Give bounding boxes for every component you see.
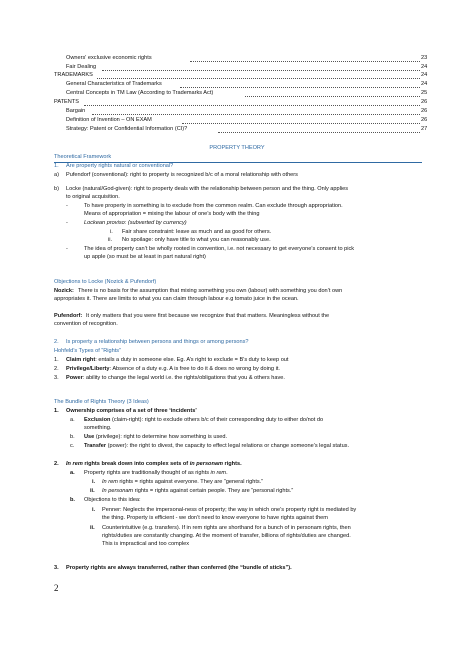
bundle-idea: In rem rights break down into complex sets of in personam rights. — [66, 461, 242, 467]
section-heading-framework: Theoretical Framework — [54, 154, 112, 160]
question-number: 2. — [54, 339, 59, 345]
toc-leader — [92, 114, 420, 115]
list-number: 1. — [54, 408, 59, 414]
toc-leader — [102, 70, 420, 71]
objection-text: Counterintuitive (e.g. transfers). If in rem rights are shorthand for a bunch of in personam rights, then — [102, 525, 351, 531]
toc-leader — [190, 61, 420, 62]
toc-entry-page: 26 — [421, 108, 428, 114]
hohfeld-item: Claim right: entails a duty in someone else. Eg. A’s right to exclude = B’s duty to keep out — [66, 357, 289, 363]
bullet-dash: - — [66, 246, 68, 252]
roman-numeral: i. — [92, 479, 96, 485]
roman-numeral: i. — [92, 507, 96, 513]
list-letter: a. — [70, 470, 75, 476]
toc-entry-page: 24 — [421, 81, 428, 87]
roman-numeral: i. — [110, 229, 113, 235]
toc-entry-page: 23 — [421, 55, 428, 61]
bullet-dash: - — [66, 203, 68, 209]
list-letter: a) — [54, 172, 59, 178]
bullet-text: The idea of property can’t be wholly rooted in convention, i.e. not necessary to get everyone’s consent to pick — [84, 246, 355, 252]
toc-entry-page: 25 — [421, 90, 428, 96]
toc-entry-page: 27 — [421, 126, 428, 132]
toc-entry-label[interactable]: Bargain — [66, 108, 86, 114]
pufendorf-label: Pufendorf: — [54, 313, 83, 319]
nozick-label: Nozick: — [54, 288, 74, 294]
page-number: 2 — [54, 583, 59, 593]
question-text: Is property a relationship between persons and things or among persons? — [66, 339, 249, 345]
roman-numeral: ii. — [108, 237, 113, 243]
pufendorf-item: Pufendorf (conventional): right to property is recognized b/c of a moral relationship with others — [66, 172, 298, 178]
toc-entry-label[interactable]: Strategy: Patent or Confidential Information (CI)? — [66, 126, 188, 132]
sub-item: Property rights are traditionally thought of as rights in rem. — [84, 470, 228, 476]
question-text: Are property rights natural or conventional? — [66, 163, 174, 169]
objection-text: This is impractical and too complex — [102, 541, 190, 547]
list-letter: a. — [70, 417, 75, 423]
incident-text: Exclusion (claim-right): right to exclude others b/c of their corresponding duty to either do/not do — [84, 417, 324, 423]
incident-text: Transfer (power): the right to divest, the capacity to effect legal relations or change someone’s legal status. — [84, 443, 350, 449]
toc-entry-page: 26 — [421, 117, 428, 123]
proviso-text: No spoilage: only have title to what you can reasonably use. — [122, 237, 271, 243]
roman-numeral: ii. — [90, 488, 95, 494]
toc-leader — [218, 132, 420, 133]
list-number: 3. — [54, 375, 59, 381]
bullet-text: To have property in something is to exclude from the common realm. Can exclude through appropriation. — [84, 203, 343, 209]
pufendorf-text: convention of recognition. — [54, 321, 118, 327]
toc-entry-page: 24 — [421, 64, 428, 70]
sub-item: Objections to this idea: — [84, 497, 141, 503]
list-number: 3. — [54, 565, 59, 571]
incident-text: something. — [84, 425, 112, 431]
objection-text: Penner: Neglects the impersonal-ness of property; the way in which one’s property right is mediated by — [102, 507, 357, 513]
list-letter: b. — [70, 434, 75, 440]
nozick-text: There is no basis for the assumption that mixing something you own (labour) with something you don’t own — [78, 288, 343, 294]
bullet-text: Means of appropriation = mixing the labour of one’s body with the thing — [84, 211, 260, 217]
hohfeld-item: Power: ability to change the legal world i.e. the rights/obligations that you & others have. — [66, 375, 285, 381]
bundle-idea: Ownership comprises of a set of three ‘incidents’ — [66, 408, 197, 414]
toc-entry-page: 26 — [421, 99, 428, 105]
page-title: PROPERTY THEORY — [209, 145, 265, 151]
list-number: 2. — [54, 461, 59, 467]
list-letter: c. — [70, 443, 75, 449]
toc-entry-label[interactable]: Definition of Invention – ON EXAM — [66, 117, 152, 123]
toc-leader — [180, 87, 420, 88]
toc-leader — [84, 105, 420, 106]
toc-entry-label[interactable]: TRADEMARKS — [54, 72, 93, 78]
list-letter: b) — [54, 186, 59, 192]
toc-entry-label[interactable]: General Characteristics of Trademarks — [66, 81, 162, 87]
nozick-text: appropriates it. There are limits to what you can claim through labour e.g tomato juice in the ocean. — [54, 296, 299, 302]
bullet-text: up apple (so must be at least in part natural right) — [84, 254, 206, 260]
objection-text: rights/duties are constantly changing. At the moment of transfer, billions of rights/duties are changed. — [102, 533, 351, 539]
section-heading-objections: Objections to Locke (Nozick & Pufendorf) — [54, 279, 157, 285]
list-number: 2. — [54, 366, 59, 372]
toc-leader — [182, 123, 420, 124]
toc-entry-page: 24 — [421, 72, 428, 78]
question-number: 1. — [54, 163, 59, 169]
proviso-text: Fair share constraint: leave as much and as good for others. — [122, 229, 272, 235]
locke-item-line: to original acquisition. — [66, 194, 120, 200]
toc-entry-label[interactable]: PATENTS — [54, 99, 79, 105]
bullet-dash: - — [66, 220, 68, 226]
list-letter: b. — [70, 497, 75, 503]
sub-sub-item: In rem rights = rights against everyone. They are “general rights.” — [102, 479, 264, 485]
incident-text: Use (privilege): right to determine how something is used. — [84, 434, 228, 440]
bundle-idea: Property rights are always transferred, rather than conferred (the “bundle of sticks”). — [66, 565, 292, 571]
section-heading-hohfeld: Hohfeld’s Types of “Rights” — [54, 348, 121, 354]
bullet-text: Lockean proviso: (subverted by currency) — [84, 220, 187, 226]
roman-numeral: ii. — [90, 525, 95, 531]
toc-entry-label[interactable]: Fair Dealing — [66, 64, 97, 70]
locke-item-line: Locke (natural/God-given): right to property deals with the relationship between person and the thing. Only applies — [66, 186, 349, 192]
section-heading-bundle: The Bundle of Rights Theory (3 Ideas) — [54, 399, 149, 405]
toc-entry-label[interactable]: Owners' exclusive economic rights — [66, 55, 152, 61]
toc-leader — [245, 96, 420, 97]
pufendorf-text: It only matters that you were first because we recognize that that matters. Meaningless without the — [86, 313, 330, 319]
sub-sub-item: In personam rights = rights against certain people. They are “personal rights.” — [102, 488, 294, 494]
toc-entry-label[interactable]: Central Concepts in TM Law (According to Trademarks Act) — [66, 90, 214, 96]
list-number: 1. — [54, 357, 59, 363]
hohfeld-item: Privilege/Liberty: Absence of a duty e.g. A is free to do it & does no wrong by doing it. — [66, 366, 280, 372]
toc-leader — [97, 78, 420, 79]
objection-text: the thing. Property is efficient - we don’t need to know everyone to have rights against them — [102, 515, 328, 521]
